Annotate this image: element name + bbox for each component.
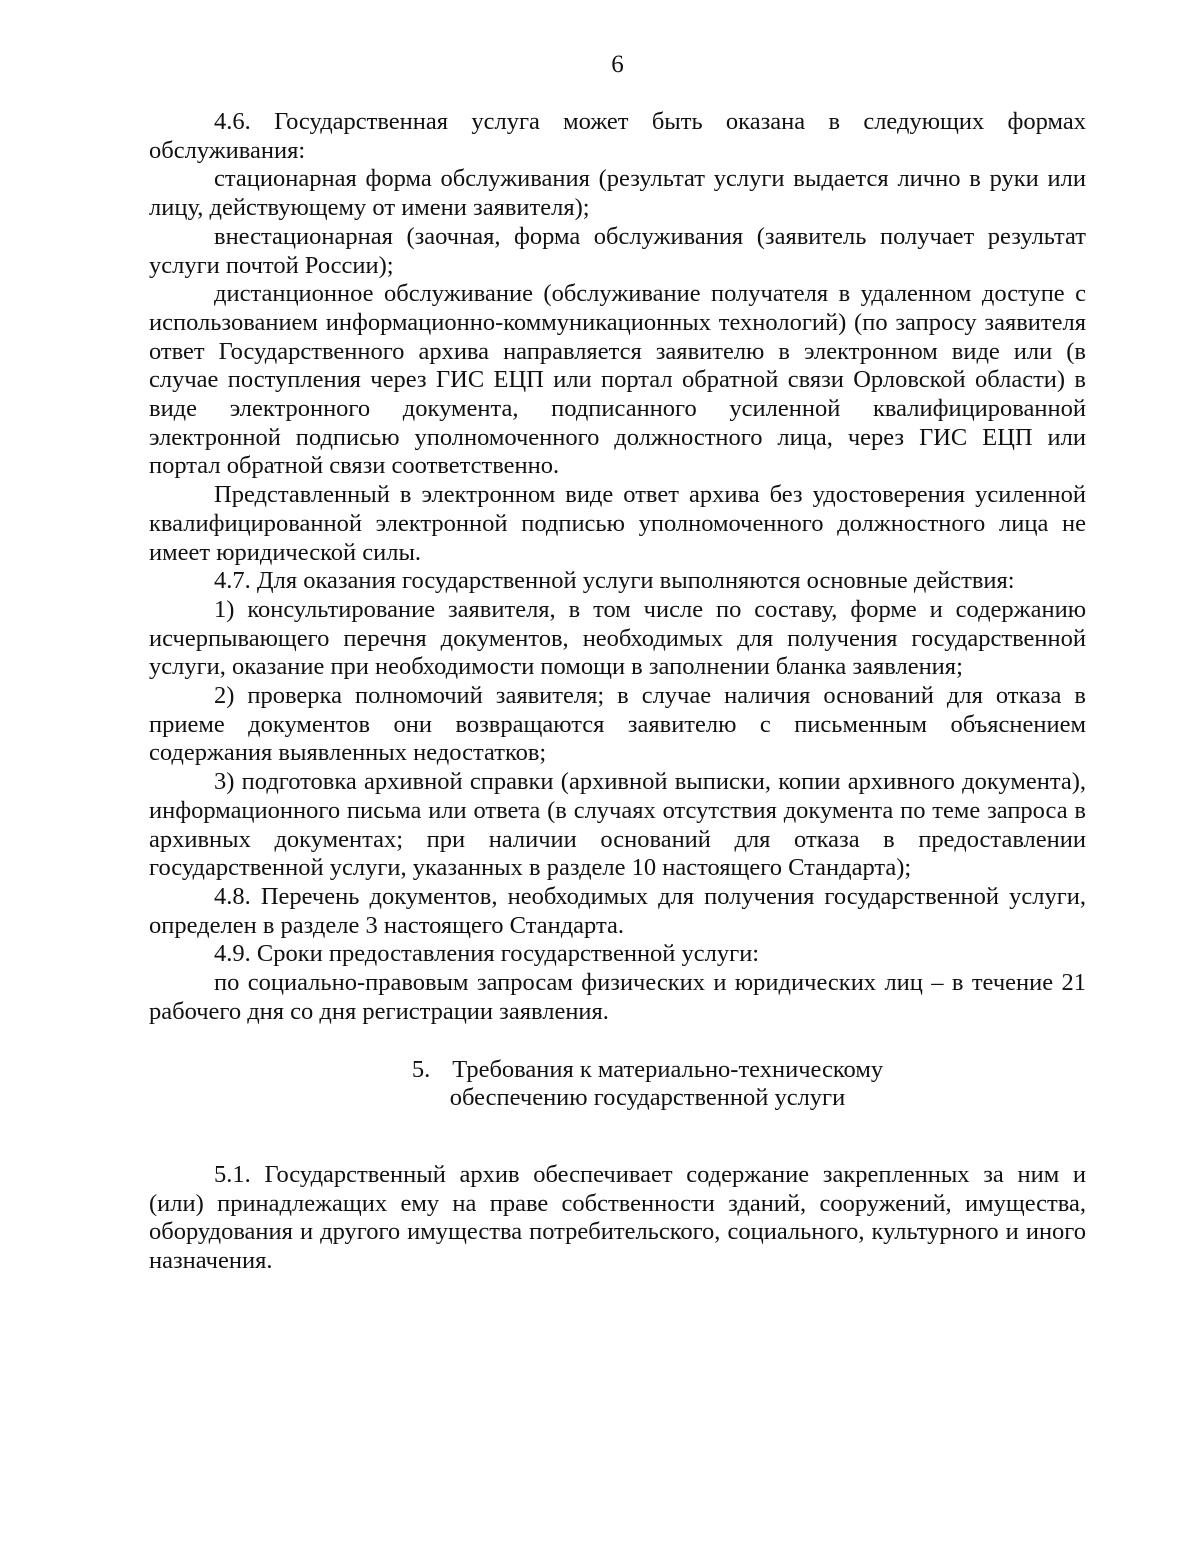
paragraph-5-1: 5.1. Государственный архив обеспечивает содержание закрепленных за ним и (или) принадлежащих ему на праве собственности зданий, сооружений, имущества, оборудования и другого имущества потребительского, социального, культурного и иного назначения. (149, 1160, 1086, 1275)
paragraph-remote-service: дистанционное обслуживание (обслуживание получателя в удаленном доступе с использованием информационно-коммуникационных технологий) (по запросу заявителя ответ Государственного архива направляется заявителю в электронном виде или (в случае поступления через ГИС ЕЦП или портал обратной связи Орловской области) в виде электронного документа, подписанного усиленной квалифицированной электронной подписью уполномоченного должностного лица, через ГИС ЕЦП или портал обратной связи соответственно. (149, 280, 1086, 480)
section-5-number: 5. (411, 1055, 431, 1083)
paragraph-4-8: 4.8. Перечень документов, необходимых для получения государственной услуги, определен в разделе 3 настоящего Стандарта. (149, 882, 1086, 939)
document-body (149, 108, 1086, 1276)
paragraph-stationary-form: стационарная форма обслуживания (результат услуги выдается лично в руки или лицу, действующему от имени заявителя); (149, 165, 1086, 222)
page-number: 6 (611, 51, 624, 78)
list-item-3: 3) подготовка архивной справки (архивной выписки, копии архивного документа), информационного письма или ответа (в случаях отсутствия документа по теме запроса в архивных документах; при наличии оснований для отказа в предоставлении государственной услуги, указанных в разделе 10 настоящего Стандарта); (149, 768, 1086, 882)
section-5-title-line-1: Требования к материально-техническому (452, 1055, 884, 1083)
paragraph-electronic-answer: Представленный в электронном виде ответ архива без удостоверения усиленной квалифицированной электронной подписью уполномоченного должностного лица не имеет юридической силы. (149, 481, 1086, 566)
paragraph-4-6: 4.6. Государственная услуга может быть оказана в следующих формах обслуживания: (149, 108, 1086, 164)
section-5-heading (149, 1056, 1086, 1113)
paragraph-deadlines: по социально-правовым запросам физических и юридических лиц – в течение 21 рабочего дня со дня регистрации заявления. (149, 969, 1086, 1025)
paragraph-4-9: 4.9. Сроки предоставления государственной услуги: (214, 940, 760, 968)
list-item-2: 2) проверка полномочий заявителя; в случае наличия оснований для отказа в приеме документов они возвращаются заявителю с письменным объяснением содержания выявленных недостатков; (149, 682, 1086, 767)
paragraph-4-7: 4.7. Для оказания государственной услуги выполняются основные действия: (214, 567, 1015, 595)
list-item-1: 1) консультирование заявителя, в том числе по составу, форме и содержанию исчерпывающего перечня документов, необходимых для получения государственной услуги, оказание при необходимости помощи в заполнении бланка заявления; (149, 595, 1086, 681)
section-5-heading-line-1 (149, 1056, 1086, 1085)
paragraph-non-stationary-form: внестационарная (заочная, форма обслуживания (заявитель получает результат услуги почтой России); (149, 222, 1086, 279)
section-5-title-line-2: обеспечению государственной услуги (449, 1084, 846, 1112)
